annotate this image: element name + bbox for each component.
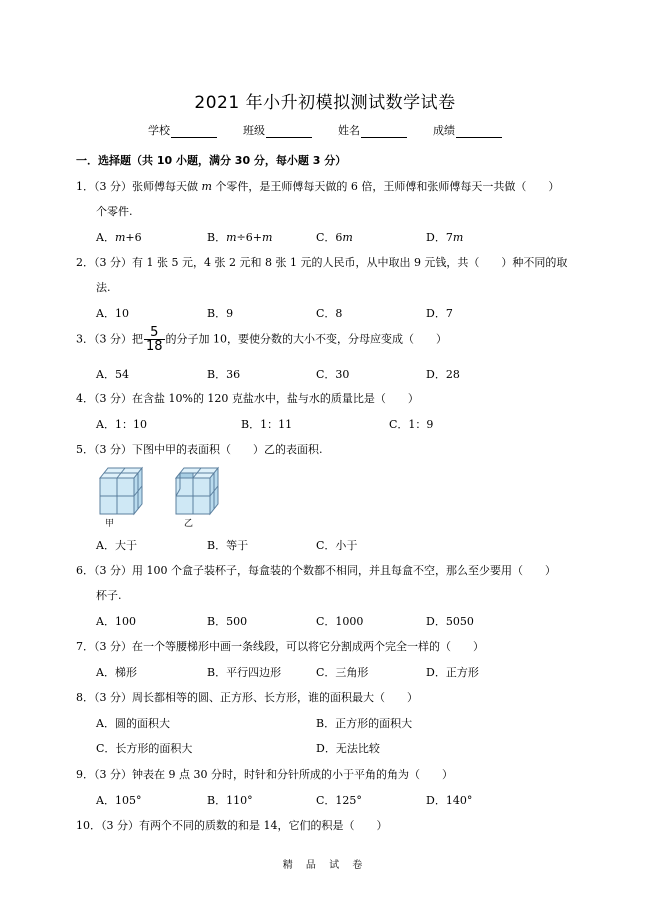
question-6: 6．（3 分）用 100 个盒子装杯子，每盒装的个数都不相同，并且每盒不空，那么至少要用（ ） xyxy=(76,564,556,577)
q9-option-c[interactable]: C．125° xyxy=(316,794,362,807)
q4-option-b[interactable]: B．1：11 xyxy=(241,418,293,431)
q1-option-a[interactable]: A．m+6 xyxy=(96,231,142,244)
q6-option-b[interactable]: B．500 xyxy=(207,615,248,628)
question-1: 1．（3 分）张师傅每天做 m 个零件，是王师傅每天做的 6 倍，王师傅和张师傅每天一共做（ ） xyxy=(76,180,560,193)
q7-option-c[interactable]: C．三角形 xyxy=(316,666,369,679)
question-9: 9．（3 分）钟表在 9 点 30 分时，时针和分针所成的小于平角的角为（ ） xyxy=(76,768,453,781)
q3-option-d[interactable]: D．28 xyxy=(426,368,460,381)
q2-option-a[interactable]: A．10 xyxy=(96,307,129,320)
school-blank[interactable] xyxy=(171,125,217,138)
q7-option-b[interactable]: B．平行四边形 xyxy=(207,666,282,679)
q6-option-a[interactable]: A．100 xyxy=(96,615,136,628)
q4-option-a[interactable]: A．1：10 xyxy=(96,418,147,431)
name-blank[interactable] xyxy=(361,125,407,138)
q1-option-c[interactable]: C．6m xyxy=(316,231,353,244)
score-field: 成绩 xyxy=(433,122,502,138)
score-blank[interactable] xyxy=(456,125,502,138)
figure-yi-label: 乙 xyxy=(184,519,194,529)
q3-option-a[interactable]: A．54 xyxy=(96,368,129,381)
q9-option-a[interactable]: A．105° xyxy=(96,794,142,807)
q6-option-d[interactable]: D．5050 xyxy=(426,615,474,628)
section-heading: 一．选择题（共 10 小题，满分 30 分，每小题 3 分） xyxy=(76,154,347,167)
figure-yi-cubes xyxy=(176,468,218,514)
q4-option-c[interactable]: C．1：9 xyxy=(389,418,434,431)
figure-jia-cubes xyxy=(100,468,142,514)
question-5: 5．（3 分）下图中甲的表面积（ ）乙的表面积. xyxy=(76,443,323,456)
q2-option-d[interactable]: D．7 xyxy=(426,307,453,320)
student-info-row xyxy=(0,122,650,138)
question-1-cont: 个零件. xyxy=(96,205,133,218)
q1-option-b[interactable]: B．m÷6+m xyxy=(207,231,273,244)
q5-option-a[interactable]: A．大于 xyxy=(96,539,137,552)
q9-option-d[interactable]: D．140° xyxy=(426,794,473,807)
question-8: 8．（3 分）周长都相等的圆、正方形、长方形，谁的面积最大（ ） xyxy=(76,691,418,704)
q1-option-d[interactable]: D．7m xyxy=(426,231,464,244)
question-10: 10．（3 分）有两个不同的质数的和是 14，它们的积是（ ） xyxy=(76,819,388,832)
question-3: 3．（3 分）把 $\frac{5}{18}$ 的分子加 10，要使分数的大小不变，分母应变成（ ） xyxy=(76,325,448,354)
fraction: $\frac{5}{18}$ xyxy=(146,325,163,354)
question-6-cont: 杯子. xyxy=(96,589,122,602)
question-2-cont: 法. xyxy=(96,281,111,294)
q2-option-b[interactable]: B．9 xyxy=(207,307,234,320)
q8-option-c[interactable]: C．长方形的面积大 xyxy=(96,742,193,755)
q9-option-b[interactable]: B．110° xyxy=(207,794,253,807)
class-blank[interactable] xyxy=(266,125,312,138)
q3-option-c[interactable]: C．30 xyxy=(316,368,350,381)
question-4: 4．（3 分）在含盐 10%的 120 克盐水中，盐与水的质量比是（ ） xyxy=(76,392,419,405)
school-field: 学校 xyxy=(148,122,217,138)
q2-option-c[interactable]: C．8 xyxy=(316,307,343,320)
q8-option-a[interactable]: A．圆的面积大 xyxy=(96,717,170,730)
q5-option-b[interactable]: B．等于 xyxy=(207,539,249,552)
q6-option-c[interactable]: C．1000 xyxy=(316,615,364,628)
question-7: 7．（3 分）在一个等腰梯形中画一条线段，可以将它分割成两个完全一样的（ ） xyxy=(76,640,484,653)
q7-option-a[interactable]: A．梯形 xyxy=(96,666,137,679)
figure-jia-label: 甲 xyxy=(105,519,115,529)
q5-option-c[interactable]: C．小于 xyxy=(316,539,358,552)
q7-option-d[interactable]: D．正方形 xyxy=(426,666,479,679)
question-2: 2．（3 分）有 1 张 5 元，4 张 2 元和 8 张 1 元的人民币，从中取出 9 元钱，共（ ）种不同的取 xyxy=(76,256,568,269)
page-title: 2021 年小升初模拟测试数学试卷 xyxy=(194,93,456,113)
q3-option-b[interactable]: B．36 xyxy=(207,368,241,381)
q8-option-b[interactable]: B．正方形的面积大 xyxy=(316,717,413,730)
q8-option-d[interactable]: D．无法比较 xyxy=(316,742,380,755)
name-field: 姓名 xyxy=(338,122,407,138)
class-field: 班级 xyxy=(243,122,312,138)
page-footer: 精 品 试 卷 xyxy=(282,860,368,871)
